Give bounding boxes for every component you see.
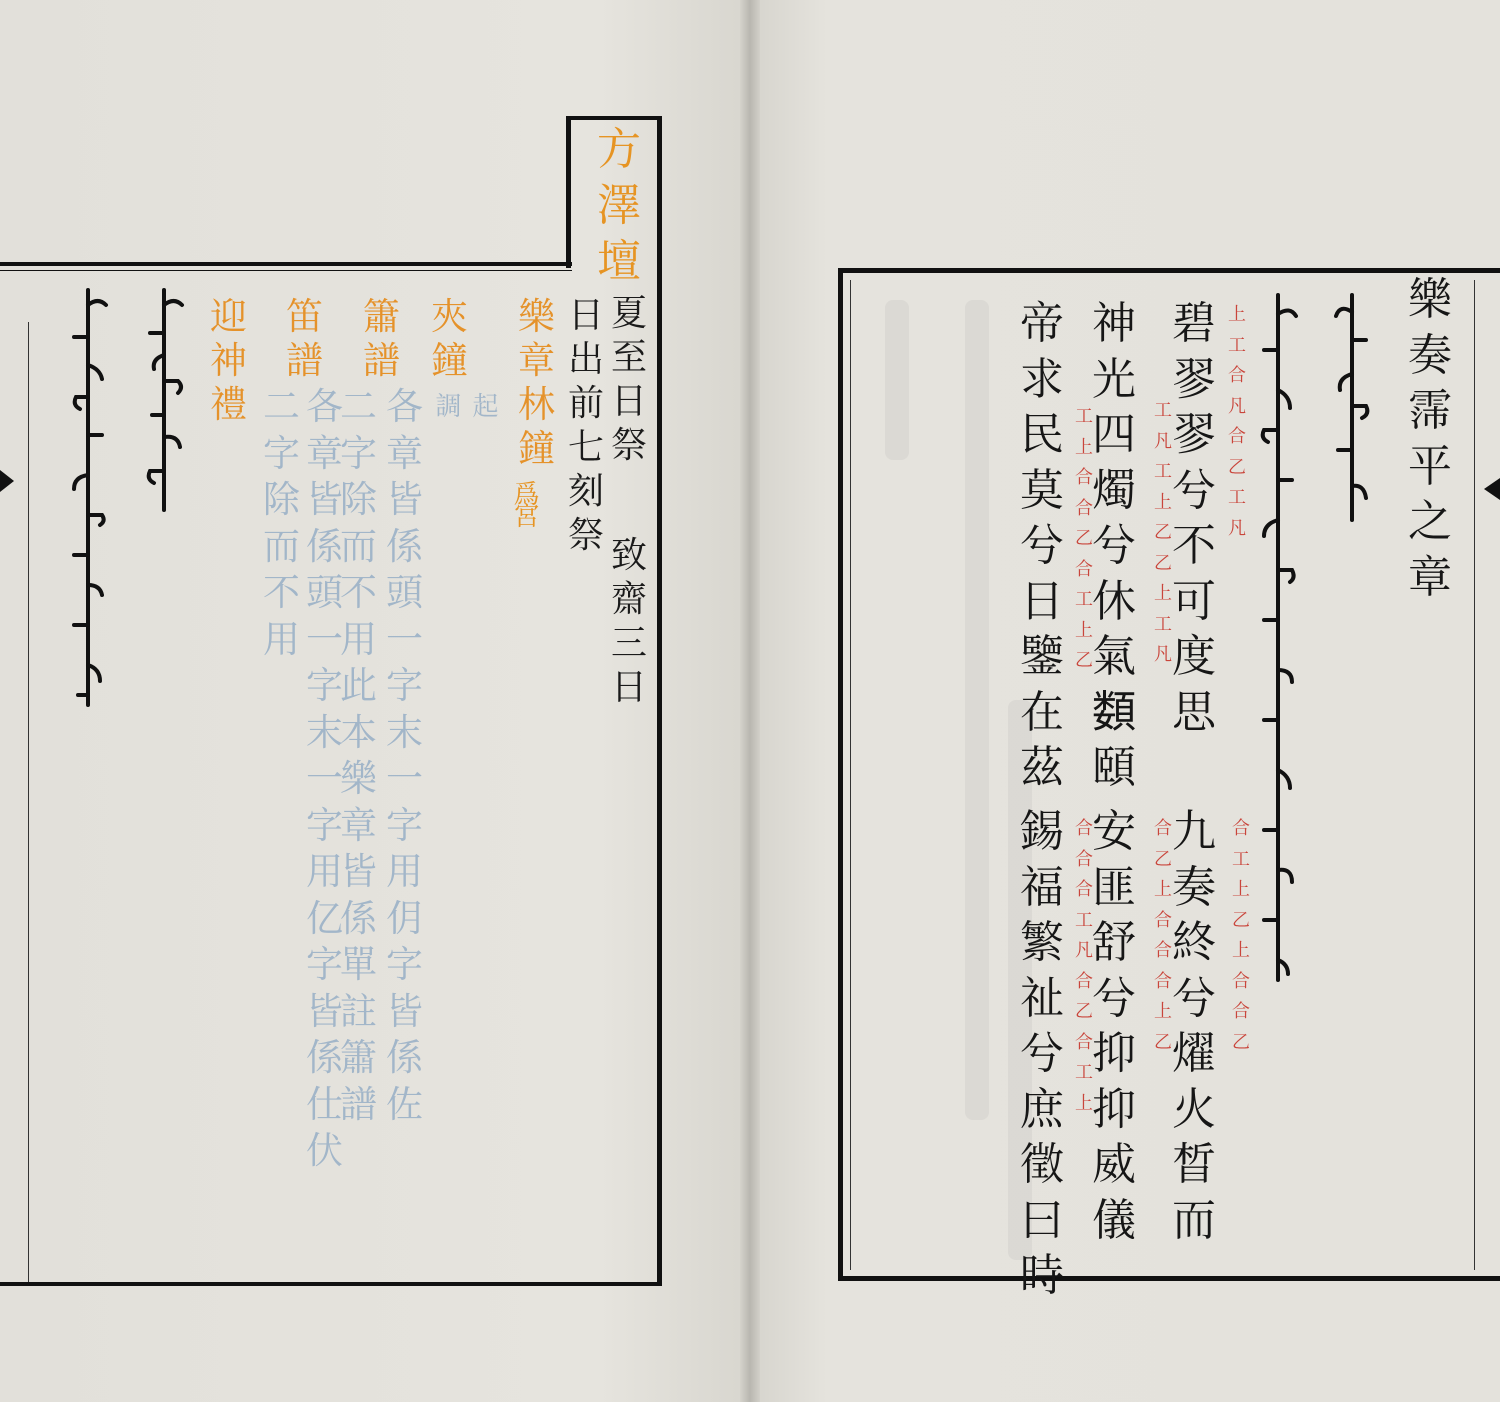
glyph: 工 — [1228, 334, 1246, 356]
welcoming-rite-label — [210, 295, 247, 430]
glyph: 日 — [1020, 575, 1064, 627]
glyph: 合 — [1075, 1031, 1093, 1053]
glyph: 合 — [1232, 970, 1250, 992]
glyph: 用 — [386, 850, 423, 893]
glyph: 林 — [518, 383, 555, 426]
glyph: 火 — [1172, 1083, 1216, 1135]
glyph: 各 — [386, 385, 423, 428]
glyph: 上 — [1154, 1001, 1172, 1022]
glyph: 字 — [386, 664, 423, 707]
glyph: 至 — [611, 337, 648, 378]
glyph: 終 — [1172, 917, 1216, 968]
glyph: 翏 — [1172, 353, 1216, 405]
glyph: 仴 — [386, 896, 423, 940]
glyph: 皆 — [306, 989, 343, 1033]
music-key-label — [518, 295, 555, 474]
di-body-1 — [306, 385, 343, 1179]
right-frame-left — [838, 268, 843, 1281]
glyph: 一 — [306, 617, 343, 661]
glyph: 頭 — [386, 571, 423, 614]
glyph: 九 — [1172, 806, 1216, 857]
glyph: 乙 — [1232, 1031, 1250, 1053]
glyph: 帝 — [1020, 298, 1064, 349]
glyph: 乙 — [1232, 909, 1250, 931]
glyph: 亿 — [306, 896, 343, 940]
glyph: 祭 — [611, 425, 648, 466]
glyph: 註 — [340, 989, 377, 1033]
glyph: 用 — [306, 850, 343, 893]
glyph: 凡 — [1228, 395, 1246, 417]
glyph: 兮 — [1092, 520, 1136, 571]
glyph: 威 — [1092, 1139, 1136, 1190]
notation-column — [1154, 820, 1172, 1064]
xiao-score-label — [363, 295, 400, 386]
glyph: 儀 — [1092, 1194, 1136, 1246]
glyph: 合 — [1075, 970, 1093, 992]
chapter-title — [1408, 274, 1452, 611]
glyph: 合 — [1075, 848, 1093, 870]
notation-column — [1154, 402, 1172, 677]
lyric-line — [1020, 298, 1064, 802]
glyph: 字 — [386, 803, 423, 847]
glyph: 字 — [306, 943, 343, 986]
glyph: 譜 — [286, 339, 323, 382]
glyph: 不 — [263, 571, 300, 614]
glyph: 兮 — [1172, 972, 1216, 1024]
xiao-body-2 — [340, 385, 377, 1132]
glyph: 合 — [1154, 940, 1172, 961]
glyph: 上 — [1075, 436, 1093, 458]
glyph: 夾 — [431, 295, 468, 338]
glyph: 乙 — [1075, 650, 1093, 671]
notation-column — [1075, 408, 1093, 683]
glyph: 上 — [1228, 304, 1246, 325]
glyph: 祭 — [568, 515, 605, 556]
glyph: 合 — [1232, 818, 1250, 839]
glyph: 兮 — [1172, 464, 1216, 516]
book-gutter — [740, 0, 760, 1402]
glyph: 凡 — [1075, 940, 1093, 961]
glyph: 末 — [386, 710, 423, 754]
di-score-label — [286, 295, 323, 386]
glyph: 祉 — [1020, 972, 1064, 1024]
lyric-line — [1172, 298, 1216, 746]
glyph: 工 — [1075, 909, 1093, 931]
note-char: 起調 — [431, 392, 498, 414]
glyph: 單 — [340, 943, 377, 986]
glyph: 茲 — [1020, 742, 1064, 793]
glyph: 工 — [1228, 487, 1246, 508]
glyph: 抑 — [1092, 1083, 1136, 1135]
show-through — [965, 300, 989, 1120]
glyph: 日 — [611, 381, 648, 422]
right-frame-inner-left — [850, 280, 851, 1270]
glyph: 皆 — [386, 989, 423, 1033]
glyph: 乙 — [1154, 522, 1172, 543]
glyph: 上 — [1232, 879, 1250, 900]
glyph: 章 — [306, 431, 343, 475]
glyph: 章 — [1408, 551, 1452, 603]
glyph: 方 — [597, 124, 641, 175]
left-frame-right — [657, 116, 662, 1286]
glyph: 合 — [1154, 970, 1172, 992]
glyph: 抑 — [1092, 1028, 1136, 1079]
glyph: 合 — [1075, 467, 1093, 488]
glyph: 之 — [1408, 496, 1452, 547]
lyric-line — [1092, 806, 1136, 1254]
xiao-body-1 — [386, 385, 423, 1132]
glyph: 合 — [1075, 497, 1093, 519]
glyph: 鐘 — [518, 427, 555, 470]
manchu-script-column — [1248, 290, 1308, 990]
glyph: 係 — [386, 524, 423, 568]
glyph: 奏 — [1172, 861, 1216, 913]
glyph: 係 — [306, 524, 343, 568]
glyph: 迎 — [210, 295, 247, 338]
glyph: 此 — [340, 664, 377, 707]
glyph: 除 — [340, 478, 377, 521]
glyph: 合 — [1228, 365, 1246, 386]
glyph: 氣 — [1092, 631, 1136, 682]
glyph: 兮 — [1020, 520, 1064, 571]
glyph: 兮 — [1092, 972, 1136, 1024]
left-frame-bottom — [0, 1282, 662, 1286]
glyph: 乙 — [1154, 848, 1172, 870]
glyph: 而 — [263, 524, 300, 568]
left-tab-top — [566, 116, 662, 120]
glyph: 七 — [568, 427, 605, 468]
manchu-script-column — [58, 285, 118, 715]
glyph: 莫 — [1020, 464, 1064, 516]
right-page-marker — [1484, 478, 1500, 500]
manchu-script-column — [1322, 290, 1382, 530]
left-frame-inner-line — [28, 322, 29, 1282]
glyph: 笛 — [286, 295, 323, 338]
glyph: 合 — [1075, 879, 1093, 900]
glyph: 出 — [568, 339, 605, 380]
lyric-line — [1172, 806, 1216, 1254]
glyph: 舒 — [1092, 917, 1136, 968]
glyph: 工 — [1154, 400, 1172, 421]
glyph: 一 — [386, 757, 423, 800]
glyph: 樂 — [1408, 274, 1452, 325]
headnote-2 — [611, 535, 648, 714]
glyph: 前 — [568, 383, 605, 424]
glyph: 一 — [306, 757, 343, 800]
glyph: 禮 — [210, 383, 247, 426]
altar-title — [597, 124, 641, 296]
glyph: 碧 — [1172, 298, 1216, 349]
glyph: 乙 — [1075, 528, 1093, 549]
glyph: 皆 — [306, 478, 343, 521]
glyph: 字 — [306, 664, 343, 707]
lyric-line — [1092, 298, 1136, 802]
glyph: 工 — [1075, 589, 1093, 610]
glyph: 度 — [1172, 631, 1216, 682]
glyph: 伏 — [306, 1129, 343, 1172]
glyph: 不 — [340, 571, 377, 614]
glyph: 思 — [1172, 686, 1216, 738]
manchu-script-column — [136, 285, 196, 515]
glyph: 安 — [1092, 806, 1136, 857]
glyph: 字 — [340, 431, 377, 475]
glyph: 燭 — [1092, 464, 1136, 516]
glyph: 合 — [1154, 818, 1172, 839]
glyph: 匪 — [1092, 861, 1136, 913]
glyph: 工 — [1154, 613, 1172, 635]
glyph: 章 — [518, 339, 555, 382]
headnote-1 — [611, 293, 648, 472]
di-body-2 — [263, 385, 300, 667]
glyph: 晳 — [1172, 1139, 1216, 1190]
left-frame-top-thin — [0, 270, 572, 271]
glyph: 兮 — [1020, 1028, 1064, 1079]
right-frame-top — [838, 268, 1500, 273]
glyph: 上 — [1232, 940, 1250, 961]
glyph: 三 — [611, 623, 648, 664]
jiazhong-note — [428, 392, 498, 432]
glyph: 日 — [568, 295, 605, 336]
glyph: 平 — [1408, 440, 1452, 492]
glyph: 凡 — [1154, 644, 1172, 665]
glyph: 徵 — [1020, 1139, 1064, 1190]
glyph: 四 — [1092, 409, 1136, 460]
glyph: 頤 — [1092, 742, 1136, 793]
glyph: 仕 — [306, 1082, 343, 1126]
glyph: 上 — [1154, 491, 1172, 513]
glyph: 光 — [1092, 353, 1136, 405]
glyph: 工 — [1154, 461, 1172, 482]
glyph: 乙 — [1154, 1031, 1172, 1053]
glyph: 乙 — [1228, 456, 1246, 478]
glyph: 章 — [386, 431, 423, 475]
glyph: 致 — [611, 535, 648, 576]
notation-column — [1075, 820, 1093, 1125]
right-frame-bottom — [838, 1276, 1500, 1281]
glyph: 二 — [263, 385, 300, 428]
right-frame-inner-right — [1474, 280, 1475, 1270]
glyph: 樂 — [518, 295, 555, 338]
glyph: 合 — [1228, 426, 1246, 447]
glyph: 夏 — [611, 293, 648, 334]
glyph: 刻 — [568, 471, 605, 512]
sunrise-line — [568, 295, 605, 562]
notation-column — [1232, 820, 1250, 1064]
glyph: 神 — [1092, 298, 1136, 349]
glyph: 各 — [306, 385, 343, 428]
glyph: 霈 — [1408, 385, 1452, 436]
glyph: 乙 — [1154, 552, 1172, 574]
glyph: 在 — [1020, 686, 1064, 738]
glyph: 皆 — [386, 478, 423, 521]
glyph: 樂 — [340, 757, 377, 800]
glyph: 上 — [1075, 619, 1093, 641]
glyph: 求 — [1020, 353, 1064, 405]
glyph: 二 — [340, 385, 377, 428]
left-frame-top — [0, 262, 572, 266]
glyph: 譜 — [340, 1082, 377, 1126]
glyph: 凡 — [1154, 430, 1172, 452]
glyph: 燿 — [1172, 1028, 1216, 1079]
glyph: 末 — [306, 710, 343, 754]
glyph: 而 — [1172, 1194, 1216, 1246]
glyph: 除 — [263, 478, 300, 521]
glyph: 合 — [1075, 558, 1093, 580]
glyph: 簫 — [363, 295, 400, 338]
glyph: 翏 — [1172, 409, 1216, 460]
glyph: 合 — [1154, 909, 1172, 931]
glyph: 一 — [386, 617, 423, 661]
left-tab-left — [566, 116, 571, 268]
glyph: 庶 — [1020, 1083, 1064, 1135]
glyph: 民 — [1020, 409, 1064, 460]
glyph: 係 — [340, 896, 377, 940]
glyph: 用 — [340, 617, 377, 661]
glyph: 上 — [1154, 583, 1172, 604]
glyph: 澤 — [597, 180, 641, 231]
glyph: 𩔗 — [1092, 686, 1136, 738]
glyph: 不 — [1172, 520, 1216, 571]
glyph: 章 — [340, 803, 377, 847]
glyph: 字 — [306, 803, 343, 847]
glyph: 繁 — [1020, 917, 1064, 968]
glyph: 鑒 — [1020, 631, 1064, 682]
glyph: 係 — [386, 1036, 423, 1079]
glyph: 合 — [1075, 818, 1093, 839]
glyph: 曰 — [1020, 1194, 1064, 1246]
glyph: 字 — [263, 431, 300, 475]
glyph: 佐 — [386, 1082, 423, 1126]
note-char: 爲宮 — [509, 480, 539, 524]
glyph: 鐘 — [431, 339, 468, 382]
glyph: 工 — [1232, 848, 1250, 870]
show-through — [885, 300, 909, 460]
glyph: 本 — [340, 710, 377, 754]
glyph: 神 — [210, 339, 247, 382]
glyph: 用 — [263, 617, 300, 661]
glyph: 合 — [1232, 1001, 1250, 1022]
glyph: 上 — [1075, 1092, 1093, 1114]
glyph: 係 — [306, 1036, 343, 1079]
glyph: 而 — [340, 524, 377, 568]
notation-column — [1228, 306, 1246, 550]
glyph: 福 — [1020, 861, 1064, 913]
glyph: 工 — [1075, 1062, 1093, 1083]
glyph: 日 — [611, 667, 648, 708]
glyph: 上 — [1154, 879, 1172, 900]
glyph: 錫 — [1020, 806, 1064, 857]
glyph: 皆 — [340, 850, 377, 893]
glyph: 齋 — [611, 579, 648, 620]
glyph: 休 — [1092, 575, 1136, 627]
music-key-note — [506, 480, 566, 540]
glyph: 乙 — [1075, 1001, 1093, 1022]
glyph: 壇 — [597, 236, 641, 287]
glyph: 工 — [1075, 406, 1093, 427]
glyph: 頭 — [306, 571, 343, 614]
glyph: 凡 — [1228, 517, 1246, 539]
left-page-marker — [0, 470, 14, 492]
glyph: 簫 — [340, 1036, 377, 1079]
glyph: 時 — [1020, 1250, 1064, 1301]
glyph: 字 — [386, 943, 423, 986]
jiazhong-label — [431, 295, 468, 386]
glyph: 可 — [1172, 575, 1216, 627]
glyph: 奏 — [1408, 329, 1452, 381]
glyph: 譜 — [363, 339, 400, 382]
lyric-line — [1020, 806, 1064, 1310]
